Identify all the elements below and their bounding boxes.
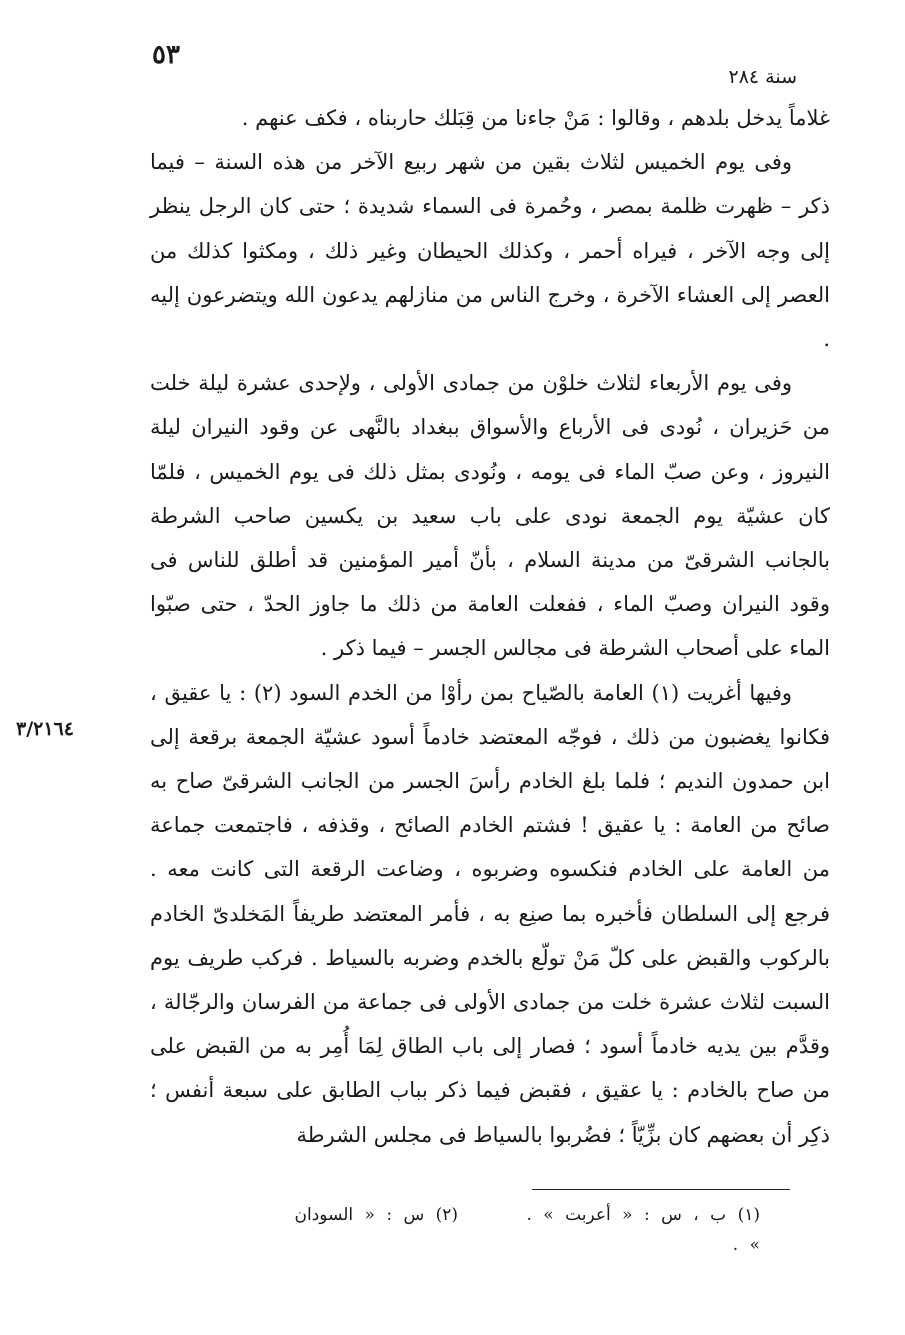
paragraph-3: وفى يوم الأربعاء لثلاث خلوْن من جمادى الأولى ، ولإحدى عشرة ليلة خلت من حَزيران ، نُودى فى الأرباع والأسواق ببغداد بالنَّهى عن وقود النيران ليلة النيروز ، وعن صبّ الماء فى يومه ، ونُودى بمثل ذلك فى يوم الخميس ، فلمّا كان عشيّة يوم الجمعة نودى على باب سعيد بن يكسين صاحب الشرطة بالجانب الشرقىّ من مدينة السلام ، بأنّ أمير المؤمنين قد أطلق للناس فى وقود النيران وصبّ الماء ، ففعلت العامة من ذلك ما جاوز الحدّ ، حتى صبّوا الماء على أصحاب الشرطة فى مجالس الجسر – فيما ذكر . [150, 371, 830, 661]
main-text [150, 96, 830, 1157]
running-head: سنة ٢٨٤ [728, 66, 797, 88]
paragraph-4: وفيها أغريت (١) العامة بالصّياح بمن رأوْا من الخدم السود (٢) : يا عقيق ، فكانوا يغضبون من ذلك ، فوجّه المعتضد خادماً أسود عشيّة الجمعة برقعة إلى ابن حمدون النديم ؛ فلما بلغ الخادم رأسَ الجسر من الجانب الشرقىّ صاح به صائح من العامة : يا عقيق ! فشتم الخادم الصائح ، وقذفه ، فاجتمعت جماعة من العامة على الخادم فنكسوه وضربوه ، وضاعت الرقعة التى كانت معه . فرجع إلى السلطان فأخبره بما صنِع به ، فأمر المعتضد طريفاً المَخلدىّ الخادم بالركوب والقبض على كلّ مَنْ تولّع بالخدم وضربه بالسياط . فركب طريف يوم السبت لثلاث عشرة خلت من جمادى الأولى فى جماعة من الفرسان والرجّالة ، وقدَّم بين يديه خادماً أسود ؛ فصار إلى باب الطاق لِمَا أُمِر به من القبض على من صاح بالخادم : يا عقيق ، فقبض فيما ذكر بباب الطابق على سبعة أنفس ؛ ذكِر أن بعضهم كان بزِّيّاً ؛ فضُربوا بالسياط فى مجلس الشرطة [150, 680, 830, 1147]
paragraph-1: غلاماً يدخل بلدهم ، وقالوا : مَنْ جاءنا من قِبَلك حاربناه ، فكف عنهم . [241, 106, 830, 130]
margin-reference: ٣/٢١٦٤ [16, 718, 74, 740]
footnote-2: (٢) س : « السودان » . [294, 1205, 760, 1255]
footnotes [280, 1200, 760, 1260]
footnote-divider [532, 1189, 790, 1190]
page-number: ٥٣ [152, 40, 180, 70]
paragraph-2: وفى يوم الخميس لثلاث بقين من شهر ربيع الآخر من هذه السنة – فيما ذكر – ظهرت ظلمة بمصر ، وحُمرة فى السماء شديدة ؛ حتى كان الرجل ينظر إلى وجه الآخر ، فيراه أحمر ، وكذلك الحيطان وغير ذلك ، ومكثوا كذلك من العصر إلى العشاء الآخرة ، وخرج الناس من منازلهم يدعون الله ويتضرعون إليه . [150, 150, 830, 352]
footnote-1: (١) ب ، س : « أعربت » . [526, 1205, 760, 1225]
